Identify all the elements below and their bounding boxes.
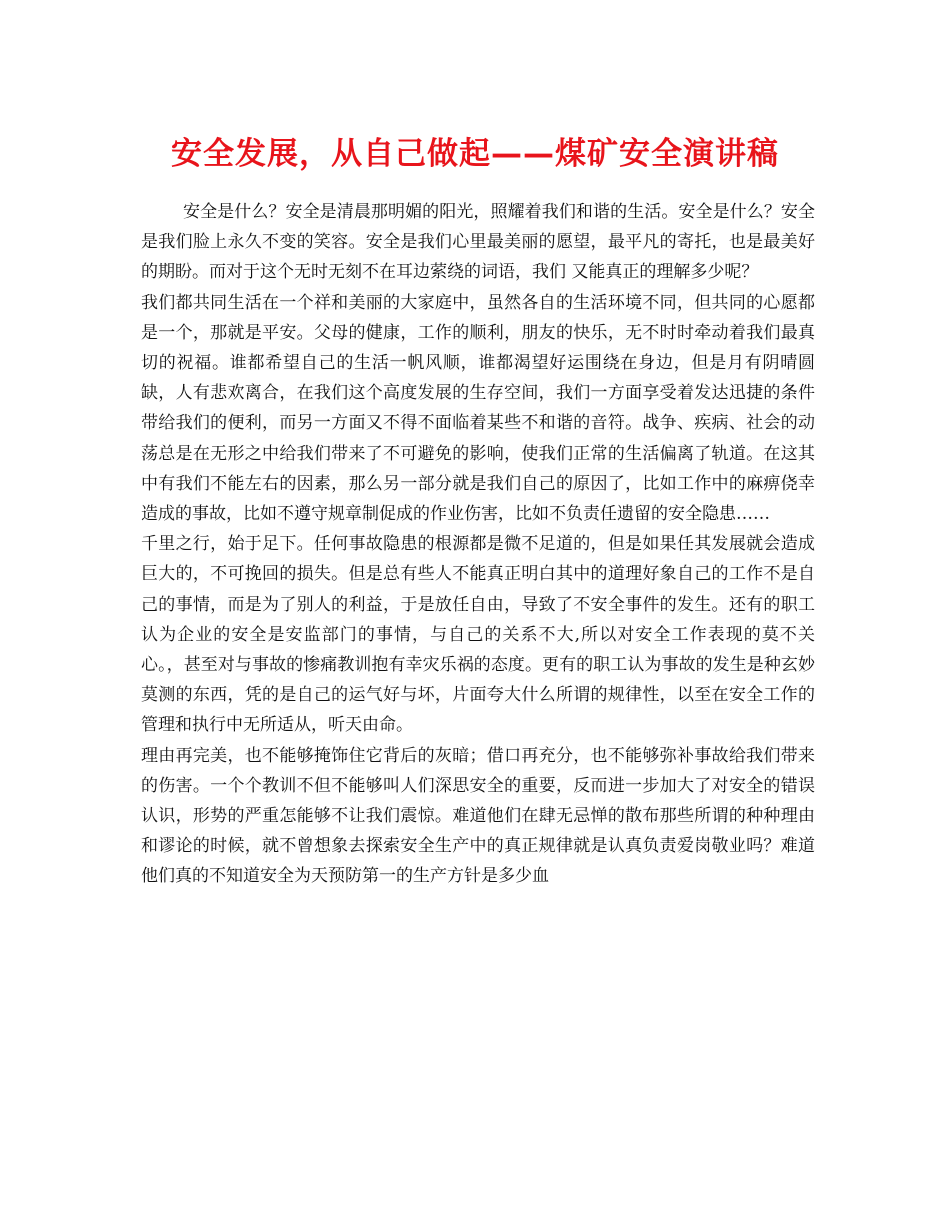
document-body <box>141 197 815 892</box>
paragraph-journey: 千里之行，始于足下。任何事故隐患的根源都是微不足道的，但是如果任其发展就会造成巨大的，不可挽回的损失。但是总有些人不能真正明白其中的道理好象自己的工作不是自己的事情，而是为了别人的利益，于是放任自由，导致了不安全事件的发生。还有的职工认为企业的安全是安监部门的事情，与自己的关系不大,所以对安全工作表现的莫不关心。，甚至对与事故的惨痛教训抱有幸灾乐祸的态度。更有的职工认为事故的发生是种玄妙莫测的东西，凭的是自己的运气好与坏，片面夸大什么所谓的规律性，以至在安全工作的管理和执行中无所适从，听天由命。 <box>141 534 815 736</box>
paragraph-family: 我们都共同生活在一个祥和美丽的大家庭中，虽然各自的生活环境不同，但共同的心愿都是一个，那就是平安。父母的健康，工作的顺利，朋友的快乐，无不时时牵动着我们最真切的祝福。谁都希望自己的生活一帆风顺，谁都渴望好运围绕在身边，但是月有阴晴圆缺，人有悲欢离合，在我们这个高度发展的生存空间，我们一方面享受着发达迅捷的条件带给我们的便利，而另一方面又不得不面临着某些不和谐的音符。战争、疾病、社会的动荡总是在无形之中给我们带来了不可避免的影响，使我们正常的生活偏离了轨道。在这其中有我们不能左右的因素，那么另一部分就是我们自己的原因了，比如工作中的麻痹侥幸造成的事故，比如不遵守规章制促成的作业伤害，比如不负责任遗留的安全隐患…… <box>141 292 815 525</box>
paragraph-intro: 安全是什么？安全是清晨那明媚的阳光，照耀着我们和谐的生活。安全是什么？安全是我们脸上永久不变的笑容。安全是我们心里最美丽的愿望，最平凡的寄托，也是最美好的期盼。而对于这个无时无刻不在耳边萦绕的词语，我们 又能真正的理解多少呢？ <box>141 202 815 283</box>
document-title: 安全发展，从自己做起——煤矿安全演讲稿 <box>171 136 779 172</box>
paragraph-excuses: 理由再完美，也不能够掩饰住它背后的灰暗；借口再充分，也不能够弥补事故给我们带来的伤害。一个个教训不但不能够叫人们深思安全的重要，反而进一步加大了对安全的错误认识，形势的严重怎能够不让我们震惊。难道他们在肆无忌惮的散布那些所谓的种种理由和谬论的时候，就不曾想象去探索安全生产中的真正规律就是认真负责爱岗敬业吗？难道他们真的不知道安全为天预防第一的生产方针是多少血 <box>141 745 815 887</box>
